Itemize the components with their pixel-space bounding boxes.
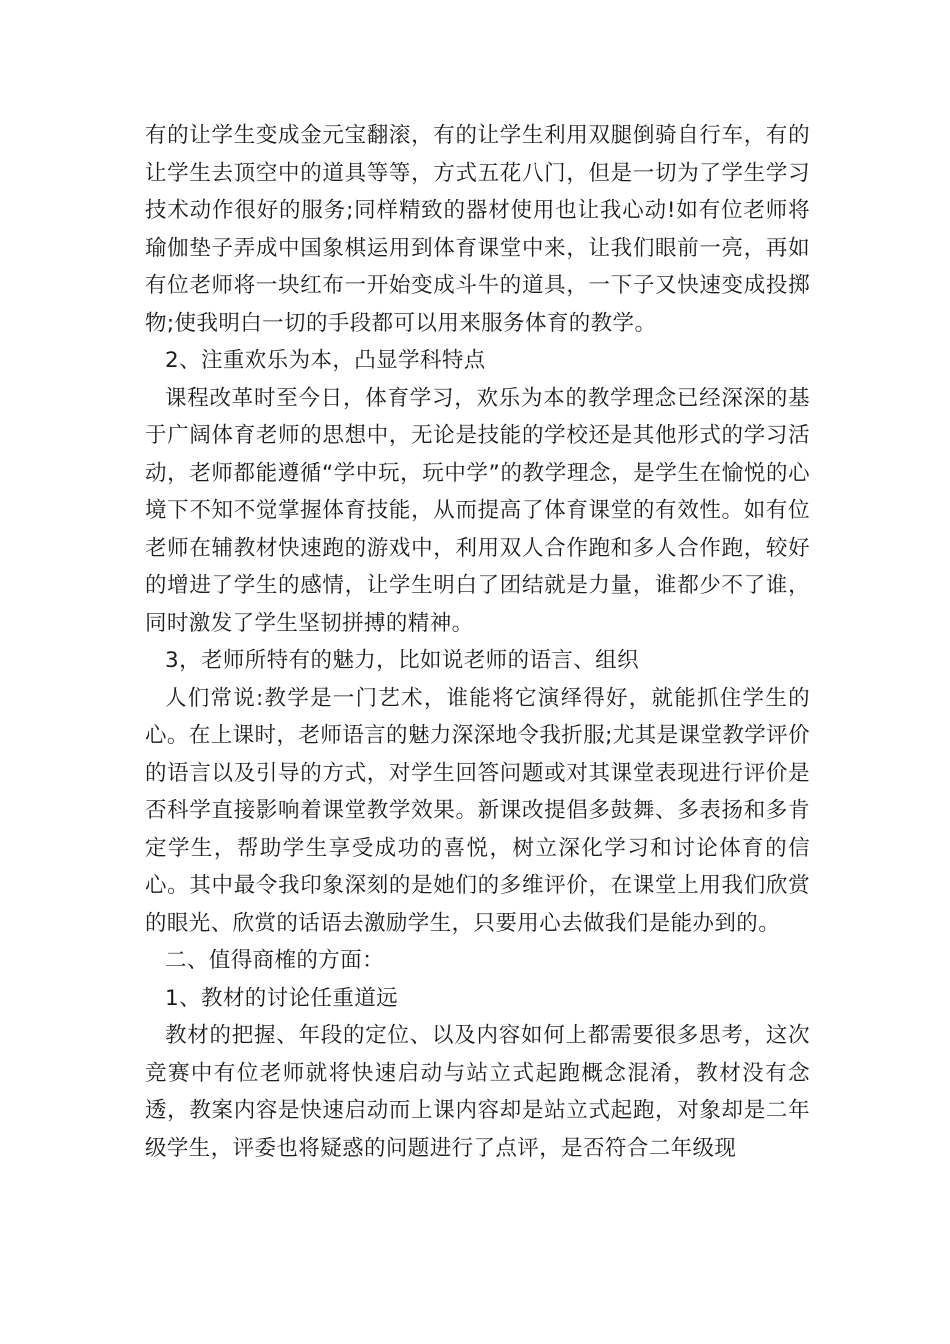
section-heading-2: 2、注重欢乐为本，凸显学科特点 [165, 348, 486, 373]
paragraph-1: 有的让学生变成金元宝翻滚，有的让学生利用双腿倒骑自行车，有的让学生去顶空中的道具等等，方式五花八门，但是一切为了学生学习技术动作很好的服务;同样精致的器材使用也让我心动!如有位老师将瑜伽垫子弄成中国象棋运用到体育课堂中来，让我们眼前一亮，再如有位老师将一块红布一开始变成斗牛的道具，一下子又快速变成投掷物;使我明白一切的手段都可以用来服务体育的教学。 [145, 123, 810, 336]
section-heading-1: 1、教材的讨论任重道远 [165, 985, 399, 1011]
document-body [145, 117, 810, 1167]
paragraph-2: 课程改革时至今日，体育学习，欢乐为本的教学理念已经深深的基于广阔体育老师的思想中，无论是技能的学校还是其他形式的学习活动，老师都能遵循“学中玩，玩中学”的教学理念，是学生在愉悦的心境下不知不觉掌握体育技能，从而提高了体育课堂的有效性。如有位老师在辅教材快速跑的游戏中，利用双人合作跑和多人合作跑，较好的增进了学生的感情，让学生明白了团结就是力量，谁都少不了谁，同时激发了学生坚韧拼搏的精神。 [145, 385, 810, 636]
section-heading-3: 3，老师所特有的魅力，比如说老师的语言、组织 [165, 648, 639, 673]
paragraph-3: 人们常说:教学是一门艺术，谁能将它演绎得好，就能抓住学生的心。在上课时，老师语言的魅力深深地令我折服;尤其是课堂教学评价的语言以及引导的方式，对学生回答问题或对其课堂表现进行评价是否科学直接影响着课堂教学效果。新课改提倡多鼓舞、多表扬和多肯定学生，帮助学生享受成功的喜悦，树立深化学习和讨论体育的信心。其中最令我印象深刻的是她们的多维评价，在课堂上用我们欣赏的眼光、欣赏的话语去激励学生，只要用心去做我们是能办到的。 [145, 685, 810, 936]
section-heading-part-two: 二、值得商榷的方面： [165, 948, 385, 973]
paragraph-4: 教材的把握、年段的定位、以及内容如何上都需要很多思考，这次竞赛中有位老师就将快速启动与站立式起跑概念混淆，教材没有念透，教案内容是快速启动而上课内容却是站立式起跑，对象却是二年级学生，评委也将疑惑的问题进行了点评，是否符合二年级现 [145, 1023, 810, 1161]
